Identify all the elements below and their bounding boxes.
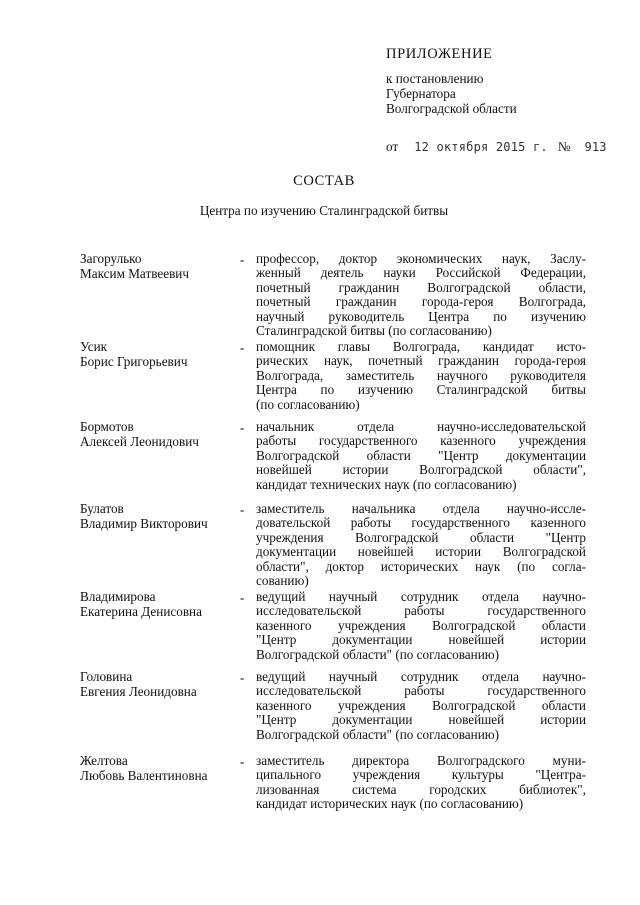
member-name (80, 252, 240, 281)
member-given-name: Евгения Леонидовна (80, 683, 197, 699)
appendix-line-governor: Губернатора (386, 86, 456, 102)
member-dash: - (240, 754, 245, 769)
desc-line: "Центр документации новейшей истории (256, 632, 586, 648)
appendix-title: ПРИЛОЖЕНИЕ (386, 46, 493, 62)
member-entry (80, 670, 590, 754)
member-surname: Владимирова (80, 589, 156, 604)
appendix-block (386, 47, 626, 116)
member-name (80, 590, 240, 619)
member-given-name: Алексей Леонидович (80, 433, 199, 449)
desc-line: кандидат исторических наук (по согласованию) (256, 796, 524, 812)
member-description (256, 420, 586, 492)
number-value: 913 (584, 140, 607, 154)
desc-line: учреждения Волгоградской области "Центр (256, 529, 586, 545)
desc-line: новейшей истории Волгоградской области", (256, 462, 586, 478)
desc-line: научный руководитель Центра по изучению (256, 308, 586, 324)
desc-line: довательской работы государственного казенного (256, 515, 586, 531)
member-description (256, 590, 586, 662)
member-dash: - (240, 590, 245, 605)
desc-line: исследовательской работы государственного (256, 683, 586, 699)
desc-line: ведущий научный сотрудник отдела научно- (256, 589, 586, 604)
resolution-date-line (386, 139, 607, 155)
desc-line: Волгоградской области "Центр документации (256, 447, 586, 463)
desc-line: начальник отдела научно-исследовательской (256, 419, 586, 434)
desc-line: документации новейшей истории Волгоградской (256, 544, 586, 560)
member-name (80, 340, 240, 369)
member-given-name: Владимир Викторович (80, 515, 208, 531)
desc-line: ведущий научный сотрудник отдела научно- (256, 669, 586, 684)
member-given-name: Максим Матвеевич (80, 265, 189, 281)
member-given-name: Борис Григорьевич (80, 353, 188, 369)
document-title: СОСТАВ (293, 173, 355, 189)
member-name (80, 502, 240, 531)
member-entry (80, 252, 590, 340)
desc-line: Волгоградской области" (по согласованию) (256, 646, 500, 662)
member-surname: Булатов (80, 501, 124, 516)
number-sign: № (557, 139, 571, 154)
member-dash: - (240, 252, 245, 267)
desc-line: рических наук, почетный гражданин города-героя (256, 353, 586, 369)
desc-line: Сталинградской битвы (по согласованию) (256, 323, 492, 339)
member-entry (80, 502, 590, 590)
desc-line: казенного учреждения Волгоградской области (256, 617, 586, 633)
desc-line: лизованная система городских библиотек", (256, 781, 586, 797)
member-dash: - (240, 420, 245, 435)
member-given-name: Екатерина Денисовна (80, 603, 202, 619)
member-entry (80, 590, 590, 670)
member-description (256, 502, 586, 588)
desc-line: помощник главы Волгограда, кандидат исто- (256, 339, 586, 354)
desc-line: Волгограда, заместитель научного руководителя (256, 367, 586, 383)
member-dash: - (240, 340, 245, 355)
member-surname: Усик (80, 339, 108, 354)
desc-line: исследовательской работы государственного (256, 603, 586, 619)
appendix-line-region: Волгоградской области (386, 101, 517, 117)
member-dash: - (240, 670, 245, 685)
desc-line: работы государственного казенного учреждения (256, 433, 586, 449)
member-surname: Загорулько (80, 251, 142, 266)
document-subtitle: Центра по изучению Сталинградской битвы (199, 203, 449, 219)
desc-line: почетный гражданин города-героя Волгограда, (256, 294, 586, 310)
document-heading (0, 174, 640, 219)
member-description (256, 754, 586, 812)
members-list (80, 252, 590, 840)
desc-line: Центра по изучению Сталинградской битвы (256, 382, 586, 398)
desc-line: заместитель директора Волгоградского муни- (256, 753, 586, 768)
desc-line: Волгоградской области" (по согласованию) (256, 726, 500, 742)
member-surname: Желтова (80, 753, 128, 768)
member-entry (80, 420, 590, 502)
member-entry (80, 340, 590, 420)
member-name (80, 754, 240, 783)
member-surname: Головина (80, 669, 133, 684)
desc-line: (по согласованию) (256, 396, 360, 412)
member-name (80, 420, 240, 449)
member-entry (80, 754, 590, 840)
desc-line: казенного учреждения Волгоградской области (256, 697, 586, 713)
desc-line: ципального учреждения культуры "Центра- (256, 767, 586, 783)
date-prefix: от (386, 139, 399, 154)
member-dash: - (240, 502, 245, 517)
appendix-line-resolution: к постановлению (386, 71, 484, 87)
desc-line: области", доктор исторических наук (по согла- (256, 558, 586, 574)
desc-line: профессор, доктор экономических наук, Заслу- (256, 251, 586, 266)
desc-line: заместитель начальника отдела научно-иссле- (256, 501, 586, 516)
member-given-name: Любовь Валентиновна (80, 767, 208, 783)
member-description (256, 252, 586, 338)
date-value: 12 октября 2015 г. (414, 140, 548, 154)
member-description (256, 340, 586, 412)
desc-line: сованию) (256, 573, 309, 589)
desc-line: кандидат технических наук (по согласованию) (256, 476, 517, 492)
desc-line: "Центр документации новейшей истории (256, 712, 586, 728)
member-surname: Бормотов (80, 419, 134, 434)
desc-line: почетный гражданин Волгоградской области, (256, 279, 586, 295)
member-name (80, 670, 240, 699)
desc-line: женный деятель науки Российской Федерации, (256, 265, 586, 281)
member-description (256, 670, 586, 742)
